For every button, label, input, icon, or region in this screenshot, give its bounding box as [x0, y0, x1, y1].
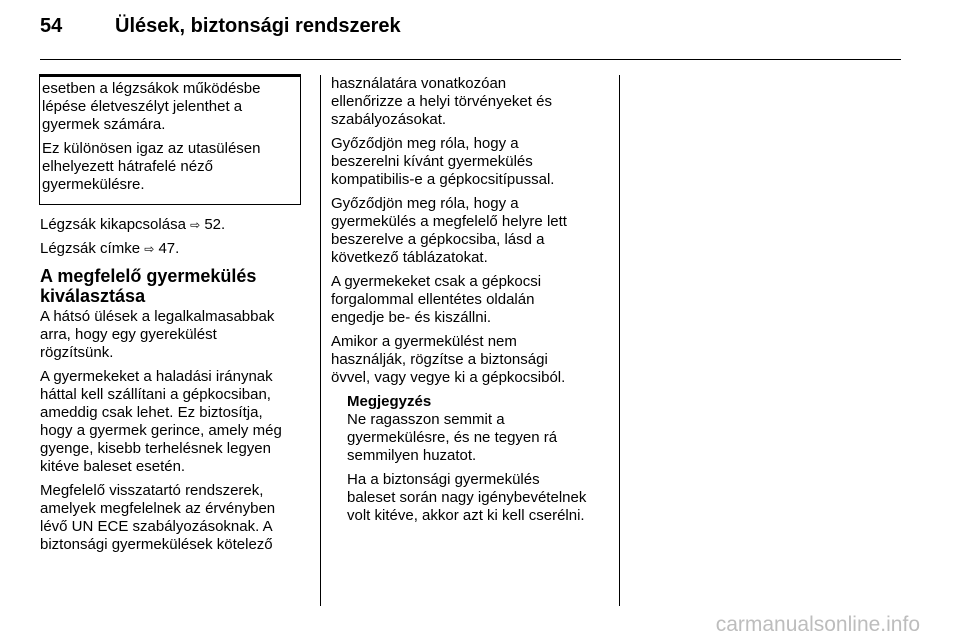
text-line: kitéve baleset esetén.	[40, 458, 186, 475]
text-line: forgalommal ellentétes oldalán	[331, 291, 535, 308]
text-line: A hátsó ülések a legalkalmasabbak	[40, 308, 275, 325]
text-line: beszerelni kívánt gyermekülés	[331, 153, 533, 170]
text-line: kompatibilis-e a gépkocsitípussal.	[331, 171, 555, 188]
text-line: A gyermekeket a haladási iránynak	[40, 368, 273, 385]
warning-paragraph-2	[42, 140, 300, 194]
text-line: rögzítsünk.	[40, 344, 114, 361]
column-right	[331, 75, 616, 531]
paragraph	[331, 195, 616, 267]
text-line: engedje be- és kiszállni.	[331, 309, 492, 326]
text-line: Győződjön meg róla, hogy a	[331, 135, 519, 152]
watermark: carmanualsonline.info	[715, 613, 920, 636]
text-line: baleset során nagy igénybevételnek	[347, 489, 587, 506]
text-line: Amikor a gyermekülést nem	[331, 333, 517, 350]
text-line: gyermekülésre, és ne tegyen rá	[347, 429, 558, 446]
column-left	[40, 216, 308, 560]
paragraph	[40, 308, 308, 362]
text-line: Győződjön meg róla, hogy a	[331, 195, 519, 212]
text-line: gyermekülésre.	[42, 176, 145, 193]
paragraph	[331, 333, 616, 387]
heading-line: A megfelelő gyermekülés	[40, 266, 257, 286]
reference-link-airbag-label[interactable]: Légzsák címke	[40, 240, 141, 257]
text-line: elhelyezett hátrafelé néző	[42, 158, 213, 175]
cross-reference	[40, 240, 308, 258]
text-line: szabályozásokat.	[331, 111, 447, 128]
text-line: gyermekülés a megfelelő helyre lett	[331, 213, 567, 230]
text-line: háttal kell szállítani a gépkocsiban,	[40, 386, 271, 403]
warning-box	[39, 74, 301, 205]
page-title: Ülések, biztonsági rendszerek	[115, 15, 401, 37]
text-line: amelyek megfelelnek az érvényben	[40, 500, 276, 517]
text-line: volt kitéve, akkor azt ki kell cserélni.	[347, 507, 585, 524]
text-line: esetben a légzsákok működésbe	[42, 80, 261, 97]
text-line: ameddig csak lehet. Ez biztosítja,	[40, 404, 263, 421]
column-divider	[320, 75, 321, 606]
text-line: használatára vonatkozóan	[331, 75, 507, 92]
paragraph	[347, 471, 616, 525]
text-line: lévő UN ECE szabályozásoknak. A	[40, 518, 273, 535]
paragraph	[347, 411, 616, 465]
text-line: övvel, vagy vegye ki a gépkocsiból.	[331, 369, 566, 386]
text-line: semmilyen huzatot.	[347, 447, 477, 464]
text-line: biztonsági gyermekülések kötelező	[40, 536, 273, 553]
note-heading: Megjegyzés	[347, 393, 432, 410]
text-line: Ha a biztonsági gyermekülés	[347, 471, 540, 488]
paragraph	[331, 75, 616, 129]
header-rule	[40, 59, 901, 60]
reference-page: 52.	[204, 216, 226, 233]
cross-reference	[40, 216, 308, 234]
text-line: arra, hogy egy gyerekülést	[40, 326, 217, 343]
text-line: gyermek számára.	[42, 116, 166, 133]
paragraph	[331, 273, 616, 327]
text-line: Ne ragasszon semmit a	[347, 411, 505, 428]
reference-link-airbag-deactivation[interactable]: Légzsák kikapcsolása	[40, 216, 186, 233]
text-line: gyenge, kisebb terhelésnek legyen	[40, 440, 271, 457]
text-line: hogy a gyermek gerince, amely még	[40, 422, 282, 439]
paragraph	[40, 368, 308, 476]
warning-paragraph-1	[42, 80, 300, 134]
section-heading	[40, 266, 308, 306]
text-line: Megfelelő visszatartó rendszerek,	[40, 482, 264, 499]
text-line: ellenőrizze a helyi törvényeket és	[331, 93, 552, 110]
text-line: lépése életveszélyt jelenthet a	[42, 98, 243, 115]
text-line: használják, rögzítse a biztonsági	[331, 351, 548, 368]
text-line: beszerelve a gépkocsiba, lásd a	[331, 231, 545, 248]
reference-arrow-icon: ⇨	[190, 218, 201, 232]
text-line: A gyermekeket csak a gépkocsi	[331, 273, 542, 290]
column-divider	[619, 75, 620, 606]
paragraph	[40, 482, 308, 554]
page-number: 54	[40, 15, 63, 37]
reference-arrow-icon: ⇨	[144, 242, 155, 256]
heading-line: kiválasztása	[40, 286, 146, 306]
text-line: következő táblázatokat.	[331, 249, 488, 266]
note-block	[347, 393, 616, 525]
paragraph	[331, 135, 616, 189]
text-line: Ez különösen igaz az utasülésen	[42, 140, 261, 157]
reference-page: 47.	[158, 240, 180, 257]
